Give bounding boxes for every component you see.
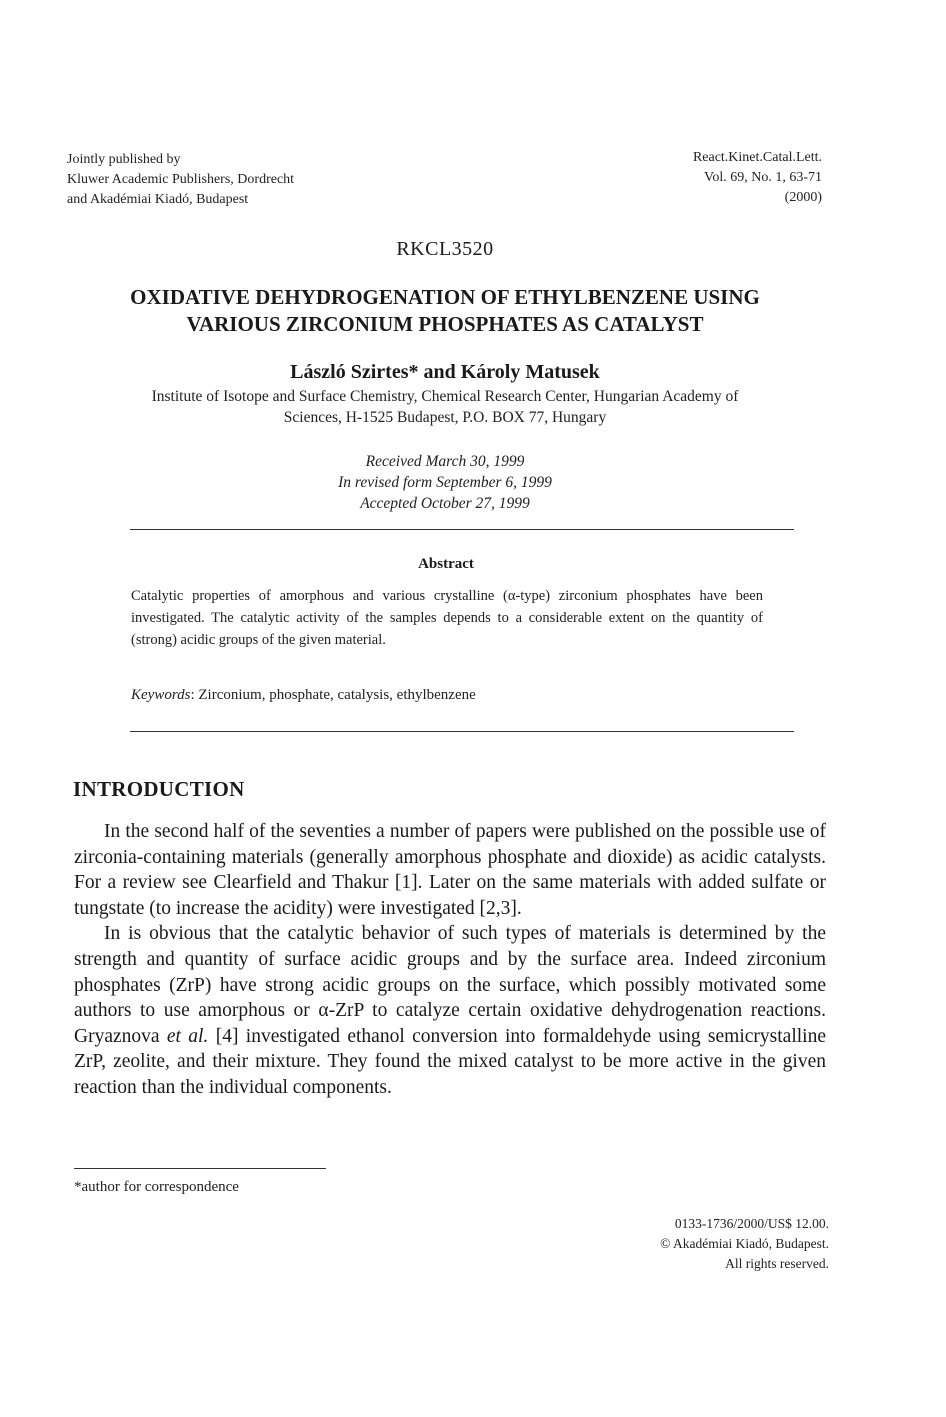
keywords-list: : Zirconium, phosphate, catalysis, ethylbenzene: [190, 687, 476, 703]
introduction-body: [74, 819, 826, 1101]
journal-line: React.Kinet.Catal.Lett.: [692, 150, 822, 165]
abstract-top-rule: [130, 529, 794, 530]
authors: László Szirtes* and Károly Matusek: [290, 361, 600, 383]
footnote: *author for correspondence: [74, 1179, 239, 1195]
publisher-line: Kluwer Academic Publishers, Dordrecht: [67, 172, 295, 187]
journal-line: Vol. 69, No. 1, 63-71: [704, 170, 822, 185]
paragraph: In the second half of the seventies a number of papers were published on the possible use of zirconia-containing materials (generally amorphous phosphate and dioxide) as acidic catalysts. For a review see Clearfield and Thakur [1]. Later on the same materials with added sulfate or tungstate (to increase the acidity) were investigated [2,3].: [74, 821, 826, 919]
journal-citation: [693, 148, 822, 208]
copyright-line: © Akadémiai Kiadó, Budapest.: [660, 1236, 829, 1251]
affiliation-line: Sciences, H-1525 Budapest, P.O. BOX 77, Hungary: [283, 409, 607, 426]
keywords: [131, 687, 763, 704]
abstract-heading: Abstract: [418, 556, 474, 572]
rights-line: All rights reserved.: [725, 1256, 829, 1271]
title-line: VARIOUS ZIRCONIUM PHOSPHATES AS CATALYST: [186, 312, 704, 336]
submission-dates: [200, 451, 690, 514]
publisher-line: and Akadémiai Kiadó, Budapest: [67, 192, 249, 207]
affiliation-line: Institute of Isotope and Surface Chemistry, Chemical Research Center, Hungarian Academy of: [151, 388, 739, 405]
paper-title: [40, 284, 850, 338]
abstract-text: Catalytic properties of amorphous and various crystalline (α-type) zirconium phosphates have been investigated. The catalytic activity of the samples depends to a considerable extent on the quantity of (strong) acidic groups of the given material.: [131, 588, 763, 648]
section-heading-introduction: INTRODUCTION: [73, 777, 245, 801]
citation-et-al: et al.: [166, 1025, 209, 1047]
revised-date: In revised form September 6, 1999: [338, 474, 552, 491]
publisher-line: Jointly published by: [67, 152, 181, 167]
publisher-info: [67, 150, 294, 210]
paragraph-text: In is obvious that the catalytic behavior of such types of materials is determined by the strength and quantity of surface acidic groups and by the surface area. Indeed zirconium phosphates (ZrP) have strong acidic groups on the surface, which possibly motivated some authors to use amorphous or α-ZrP to catalyze certain oxidative dehydrogenation reactions. Gryaznova: [74, 923, 826, 1047]
price-code: 0133-1736/2000/US$ 12.00.: [674, 1216, 829, 1231]
keywords-label: Keywords: [131, 687, 191, 703]
title-line: OXIDATIVE DEHYDROGENATION OF ETHYLBENZENE USING: [130, 285, 760, 309]
copyright-block: [660, 1214, 829, 1274]
affiliation: [60, 386, 830, 428]
accepted-date: Accepted October 27, 1999: [360, 495, 530, 512]
paragraph: [74, 921, 826, 1100]
footnote-rule: [74, 1168, 326, 1169]
received-date: Received March 30, 1999: [365, 453, 525, 470]
abstract-bottom-rule: [130, 731, 794, 732]
article-code: RKCL3520: [396, 238, 494, 260]
paragraph-text: [4] investigated ethanol conversion into formaldehyde using semicrystalline ZrP, zeolite, and their mixture. They found the mixed catalyst to be more active in the given reaction than the individual components.: [74, 1025, 826, 1098]
journal-line: (2000): [784, 190, 822, 205]
